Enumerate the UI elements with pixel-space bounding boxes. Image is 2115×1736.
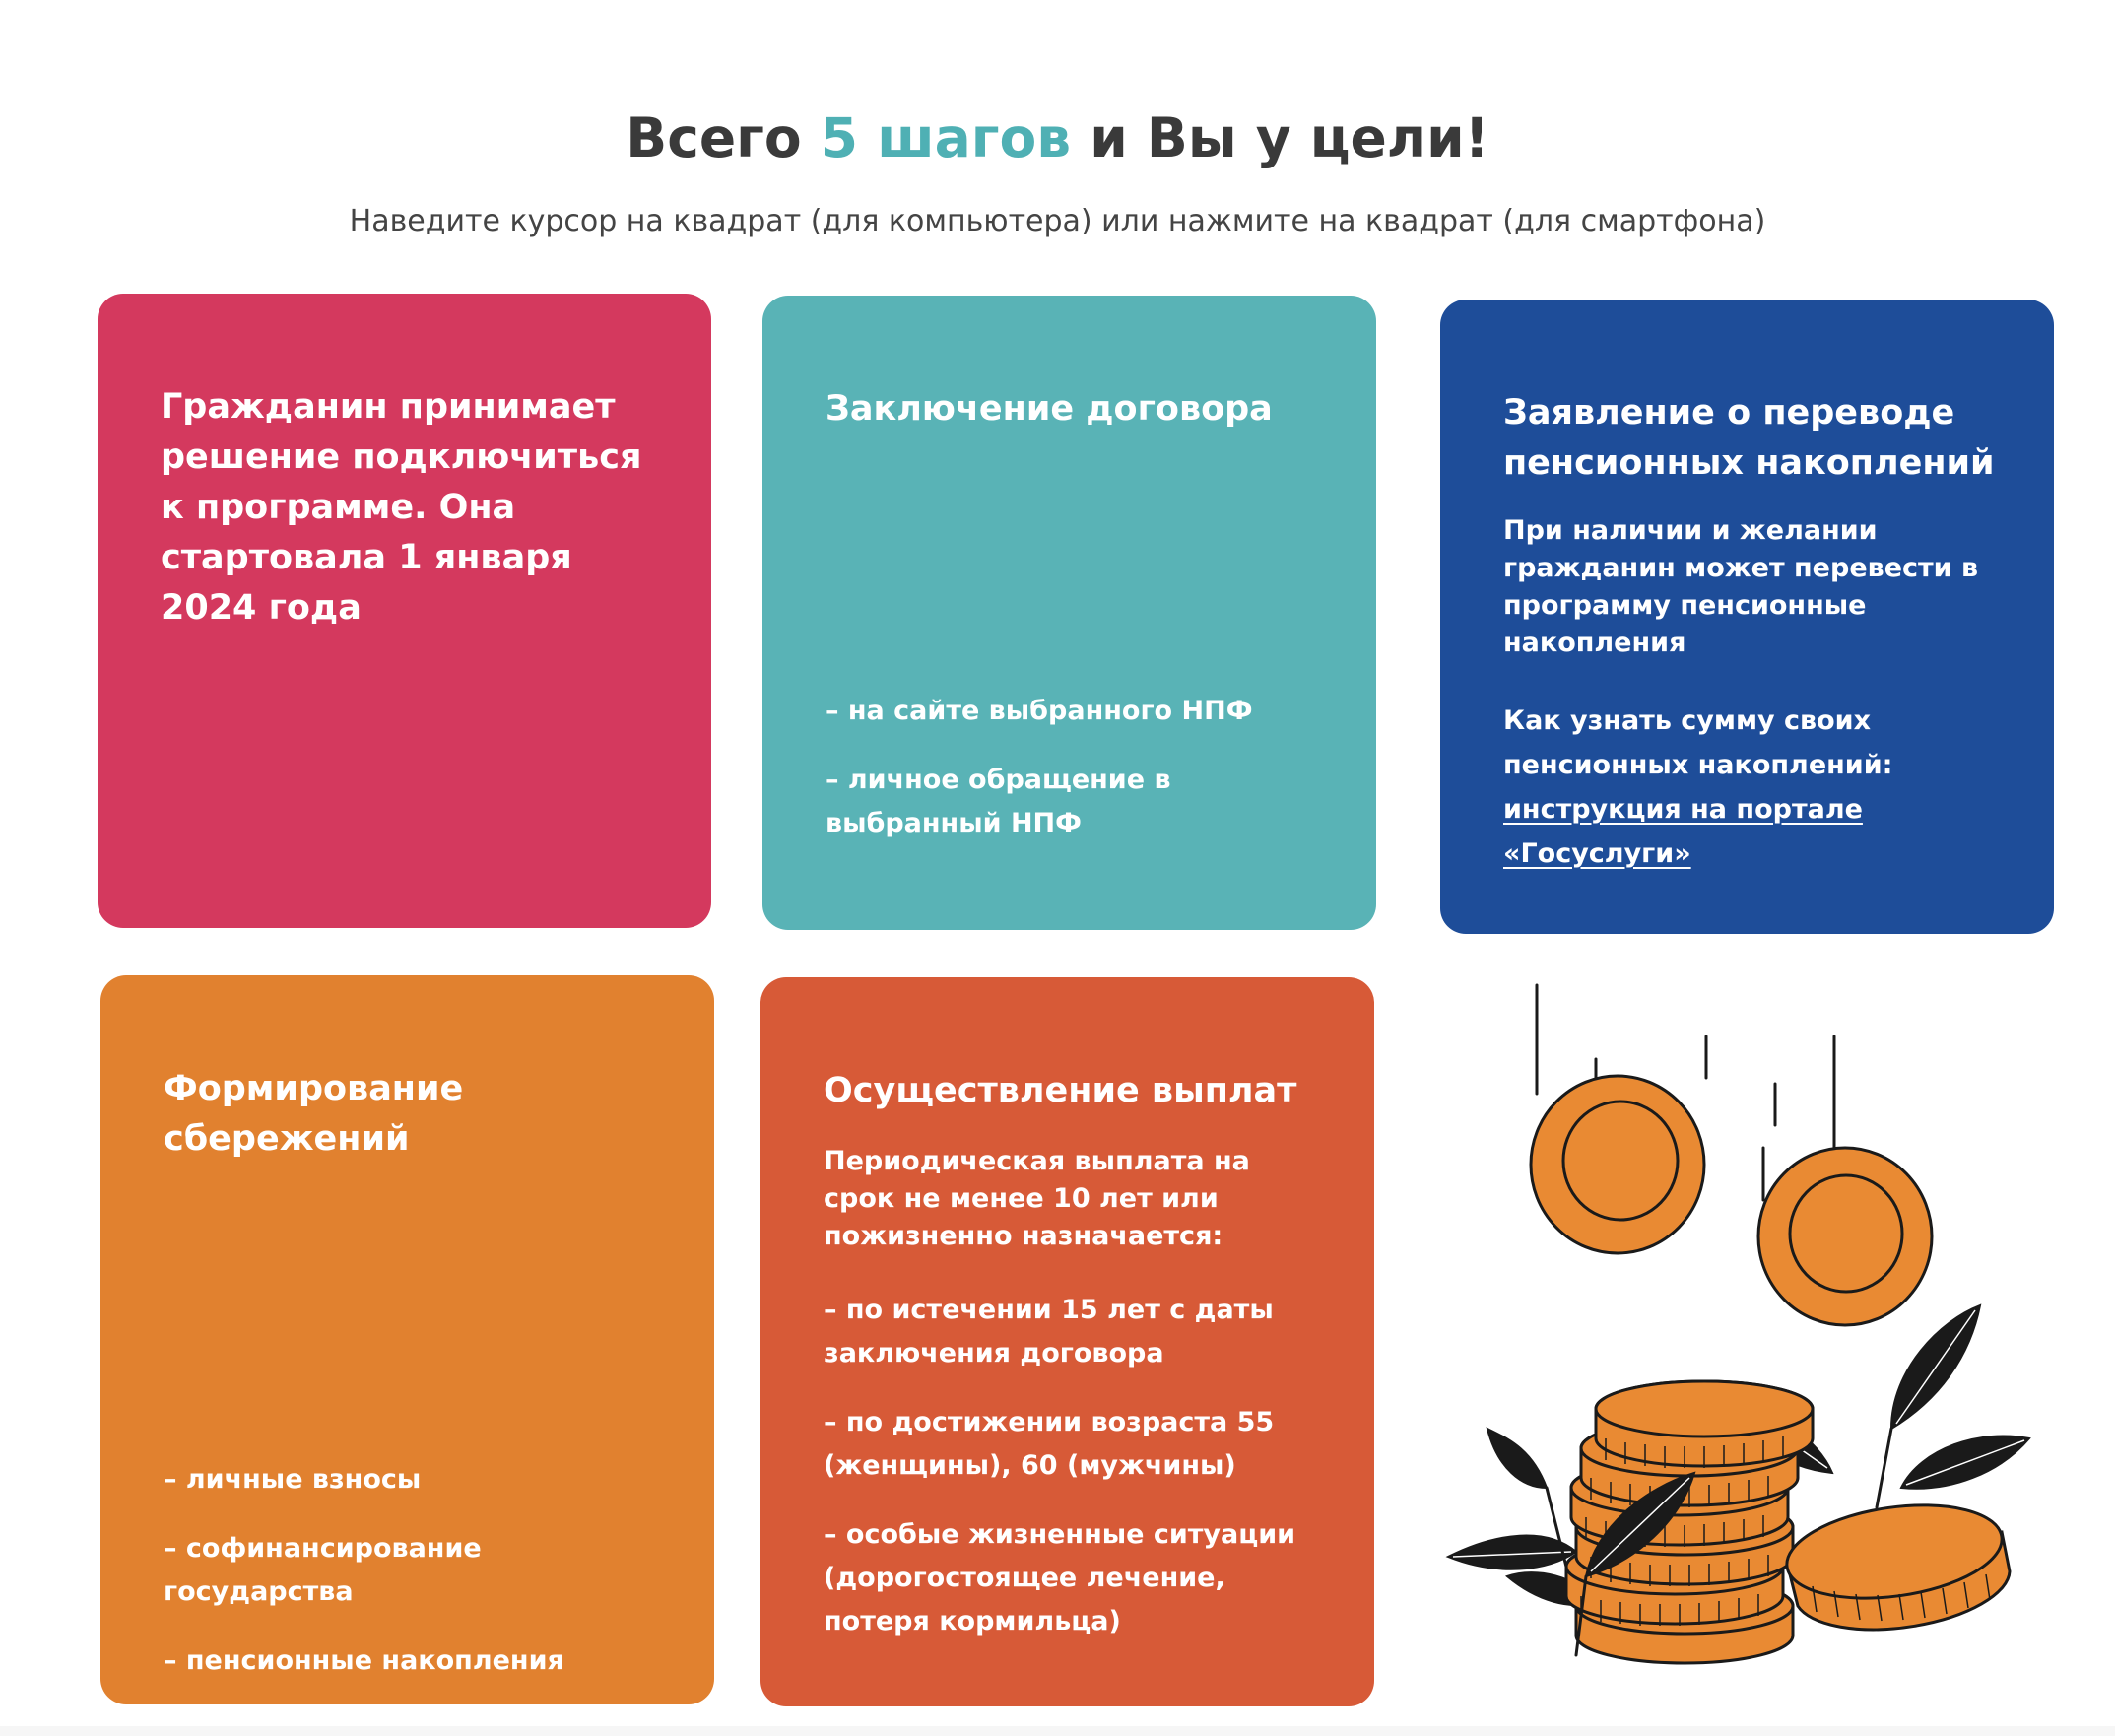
falling-coin-icon [1531,1076,1704,1253]
list-item: – личное обращение в выбранный НПФ [826,765,1171,838]
step-card-transfer[interactable] [1440,300,2054,934]
tilted-coin-icon [1781,1493,2010,1630]
list-item: – по достижении возраста 55 (женщины), 60 (мужчины) [824,1407,1275,1481]
step-card-title: Гражданин принимает решение подключиться к программе. Она стартовала 1 января 2024 года [161,387,642,628]
list-item: – особые жизненные ситуации (дорогостоящее лечение, потеря кормильца) [824,1519,1296,1636]
list-item: – софинансирование государства [164,1533,482,1607]
step-card-savings[interactable] [100,975,714,1704]
howto-text: Как узнать сумму своих пенсионных накоплений: [1503,705,1893,780]
step-card-payments[interactable] [760,977,1374,1706]
step-card-title: Заключение договора [826,389,1273,429]
page-title [0,97,2115,179]
step-card-contract[interactable] [762,296,1376,930]
step-card-decision[interactable] [98,294,711,928]
step-card-list [164,1458,667,1683]
list-item: – личные взносы [164,1464,422,1495]
gosuslugi-instruction-link[interactable]: инструкция на портале «Госуслуги» [1503,794,1863,869]
step-card-title: Формирование сбережений [164,1069,464,1159]
step-card-list [826,690,1329,845]
step-card-howto [1503,699,1999,876]
title-prefix: Всего [626,106,821,169]
falling-coin-icon [1758,1148,1932,1325]
step-card-description: При наличии и желании гражданин может перевести в программу пенсионные накопления [1503,515,1979,658]
step-card-title: Заявление о переводе пенсионных накоплений [1503,393,1995,483]
list-item: – пенсионные накопления [164,1645,564,1676]
title-suffix: и Вы у цели! [1071,106,1489,169]
list-item: – по истечении 15 лет с даты заключения договора [824,1295,1274,1369]
page-subtitle: Наведите курсор на квадрат (для компьютера) или нажмите на квадрат (для смартфона) [349,204,1766,238]
title-accent: 5 шагов [820,106,1072,169]
coins-and-leaves-illustration [1428,975,2059,1665]
step-card-title: Осуществление выплат [824,1071,1297,1110]
coin-stack-icon [1566,1381,1813,1663]
step-card-description: Периодическая выплата на срок не менее 10 лет или пожизненно назначается: [824,1146,1250,1251]
step-card-list [824,1289,1327,1643]
page-bottom-edge [0,1726,2115,1736]
list-item: – на сайте выбранного НПФ [826,696,1253,726]
